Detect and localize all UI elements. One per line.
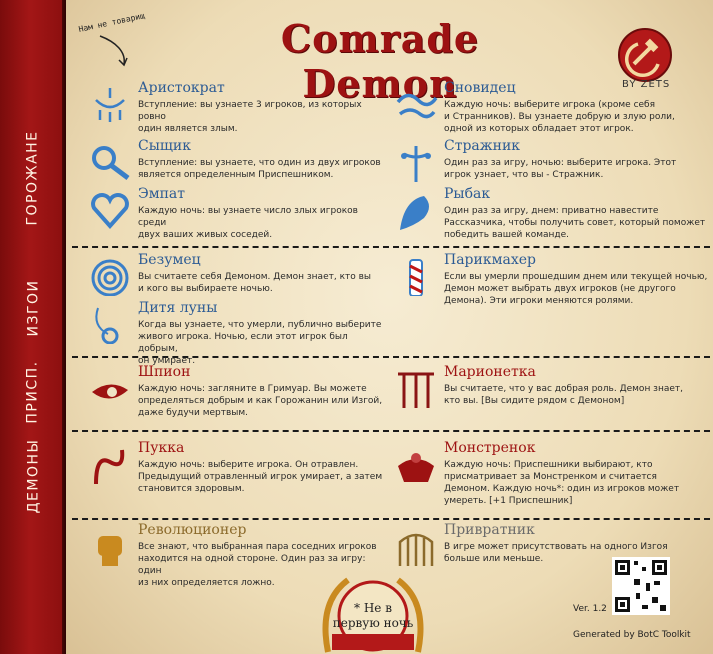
role-text: находится на одной стороне. Один раз за игру: один [138,554,366,576]
role-text: даже будучи мертвым. [138,408,249,418]
role-name: Марионетка [444,364,536,380]
pendant-icon [88,304,132,344]
role-name: Монстренок [444,440,536,456]
role-text: Каждую ночь: выберите игрока. Он отравлен. [138,460,359,470]
sidebar [0,0,66,654]
section-minions [0,356,66,428]
role-text: В игре может присутствовать на одного Изгоя [444,542,668,552]
role-aristocrat [88,80,388,134]
role-text: игрок узнает, что вы - Стражник. [444,170,604,180]
fish-icon [394,190,438,230]
role-revolutionary [88,522,388,588]
role-text: Каждую ночь: загляните в Гримуар. Вы можете [138,384,367,394]
heart-icon [88,190,132,230]
role-text: двух ваших живых соседей. [138,230,273,240]
role-lil-monsta [394,440,710,508]
magnifier-icon [88,142,132,182]
role-name: Безумец [138,252,201,268]
version-label: Ver. 1.2 [573,604,607,614]
role-text: один является злым. [138,124,238,134]
role-name: Дитя луны [138,300,218,316]
role-text: Демоном. Каждую ночь*: один из игроков может [444,484,680,494]
badge-line-2: первую ночь [332,616,414,630]
section-label: ИЗГОИ [24,279,41,337]
generated-label: Generated by BotC Toolkit [573,630,691,640]
role-name: Сыщик [138,138,191,154]
gate-icon [394,526,438,566]
role-fisherman [394,186,710,241]
role-name: Революционер [138,522,247,538]
role-text: присматривает за Монстренком и считается [444,472,657,482]
section-townsfolk [0,95,66,260]
role-text: Каждую ночь: вы узнаете число злых игроков среди [138,206,358,228]
role-text: является определенным Приспешником. [138,170,334,180]
cloud-swirl-icon [394,84,438,124]
handwritten-note: Нам не товарищ [77,11,146,34]
role-text: Вступление: вы узнаете, что один из двух игроков [138,158,381,168]
role-barber [394,252,710,307]
role-dreamer [394,80,710,135]
role-text: живого игрока. Ночью, если этот игрок был добрым, [138,332,348,354]
role-text: Предыдущий отравленный игрок умирает, а затем [138,472,383,482]
byline: BY ZETS [622,79,671,90]
arrow-icon [96,34,130,68]
role-text: Демона). Эти игроки меняются ролями. [444,296,634,306]
role-text: Демон может выбрать двух игроков (не другого [444,284,676,294]
role-name: Рыбак [444,186,491,202]
role-text: Вступление: вы узнаете 3 игроков, из которых ровно [138,100,362,122]
lamp-post-icon [394,142,438,182]
role-lunatic [88,252,388,297]
role-text: Один раз за игру, днем: приватно навестите [444,206,659,216]
role-text: одной из которых обладает этот игрок. [444,124,634,134]
role-name: Аристократ [138,80,225,96]
first-night-badge [318,572,428,654]
section-divider [72,518,710,520]
role-text: кто вы. [Вы сидите рядом с Демоном] [444,396,625,406]
section-label: ПРИСП. [24,360,41,424]
section-outsiders [0,262,66,354]
section-divider [72,246,710,248]
serpent-icon [88,444,132,484]
role-text: и Странников). Вы узнаете добрую и злую роли, [444,112,675,122]
role-text: Когда вы узнаете, что умерли, публично выберите [138,320,382,330]
role-text: Один раз за игру, ночью: выберите игрока. Этот [444,158,677,168]
section-divider [72,430,710,432]
role-marionette [394,364,710,409]
marionette-icon [394,368,438,408]
fist-icon [88,526,132,566]
role-text: Вы считаете себя Демоном. Демон знает, кто вы [138,272,372,282]
role-name: Пукка [138,440,185,456]
role-text: Вы считаете, что у вас добрая роль. Демон знает, [444,384,684,394]
role-text: Если вы умерли прошедшим днем или текущей ночью, [444,272,708,282]
role-empath [88,186,388,240]
spiral-icon [88,256,132,296]
role-watchman [394,138,710,183]
role-name: Привратник [444,522,535,538]
role-spy [88,364,388,419]
role-investigator [88,138,388,183]
monster-basket-icon [394,444,438,484]
role-text: победить вашей команде. [444,230,570,240]
section-label: ДЕМОНЫ [25,438,42,514]
role-moonchild [88,300,388,366]
role-text: Все знают, что выбранная пара соседних игроков [138,542,377,552]
role-name: Эмпат [138,186,186,202]
role-text: и кого вы выбираете ночью. [138,284,273,294]
role-text: больше или меньше. [444,554,544,564]
role-text: умереть. [+1 Приспешник] [444,496,573,506]
role-text: он умирает. [138,356,196,366]
role-text: Каждую ночь: выберите игрока (кроме себя [444,100,656,110]
role-text: определяться добрым и как Горожанин или Изгой, [138,396,383,406]
role-name: Сновидец [444,80,516,96]
qr-code-icon [612,557,670,615]
qr-code [612,557,670,615]
script-title: Comrade Demon [280,16,480,106]
hammer-sickle-logo-icon [618,28,672,82]
role-text: из них определяется ложно. [138,578,275,588]
role-name: Стражник [444,138,521,154]
section-demons [0,430,66,522]
section-label: ГОРОЖАНЕ [25,129,41,226]
role-name: Шпион [138,364,191,380]
role-text: становится здоровым. [138,484,245,494]
barber-pole-icon [394,256,438,296]
role-pukka [88,440,388,495]
chandelier-icon [88,84,132,124]
role-text: Рассказчика, чтобы получить совет, который поможет [444,218,706,228]
spy-hat-icon [88,368,132,408]
section-divider [72,356,710,358]
badge-line-1: * Не в [354,601,392,615]
role-text: Каждую ночь: Приспешники выбирают, кто [444,460,653,470]
role-name: Парикмахер [444,252,536,268]
